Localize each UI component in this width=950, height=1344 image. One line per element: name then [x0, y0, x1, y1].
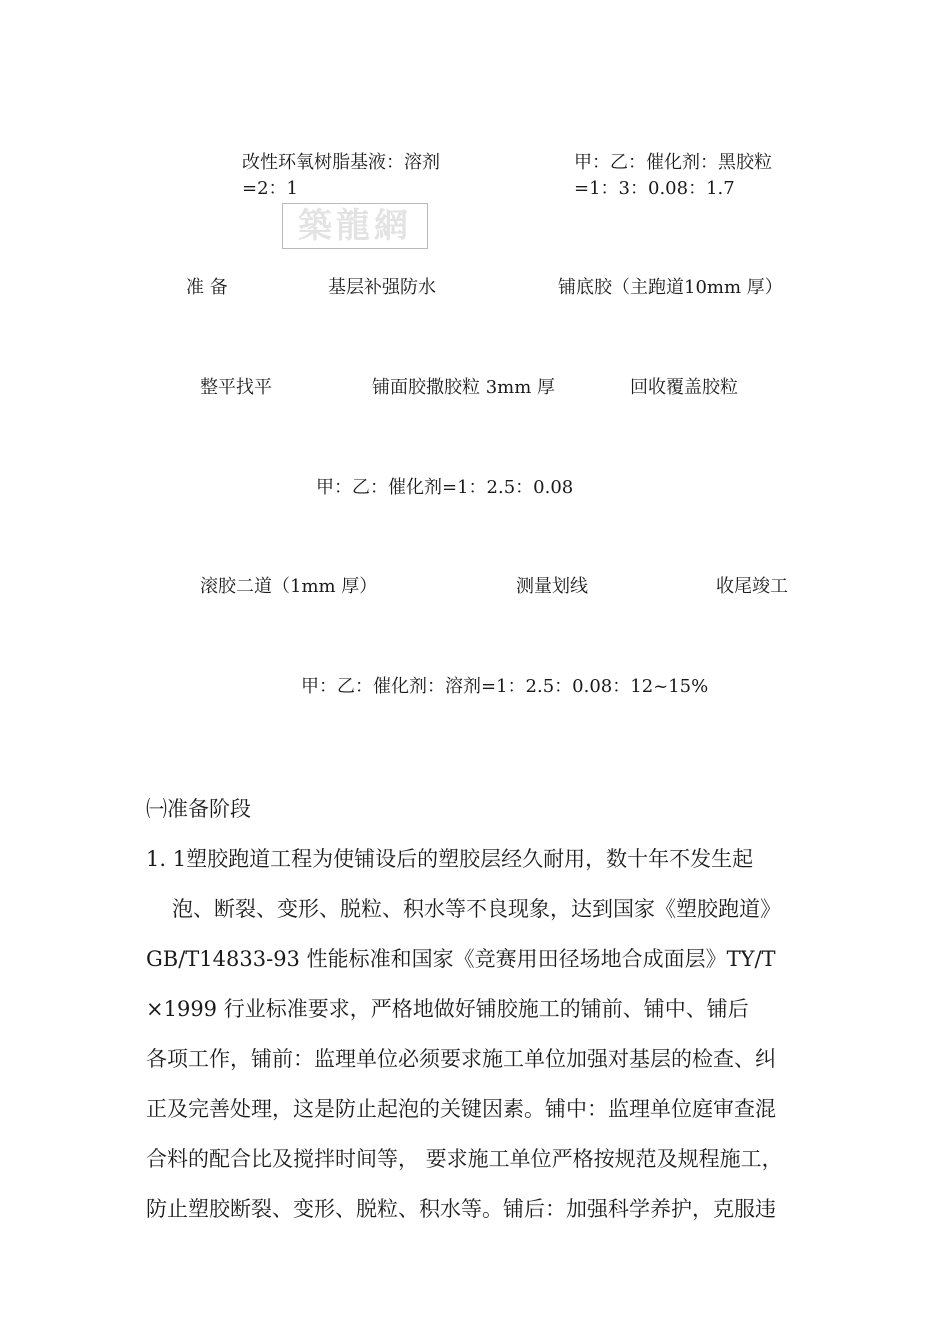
step-leveling: 整平找平	[200, 377, 272, 398]
step-roll-glue: 滚胶二道（1mm 厚）	[200, 576, 378, 597]
section-heading: ㈠准备阶段	[146, 797, 251, 821]
roll-glue-ratio: 甲：乙：催化剂：溶剂=1：2.5：0.08：12~15%	[301, 676, 709, 697]
paragraph-line: ×1999 行业标准要求，严格地做好铺胶施工的铺前、铺中、铺后	[146, 997, 749, 1021]
paragraph-line: 防止塑胶断裂、变形、脱粒、积水等。铺后：加强科学养护，克服违	[146, 1197, 776, 1221]
paragraph-line: 泡、断裂、变形、脱粒、积水等不良现象，达到国家《塑胶跑道》	[172, 897, 781, 921]
mix2-ratio-line1: 甲：乙：催化剂：黑胶粒	[574, 152, 772, 173]
paragraph-line: 正及完善处理，这是防止起泡的关键因素。铺中：监理单位庭审查混	[146, 1097, 776, 1121]
paragraph-line: 各项工作，铺前：监理单位必须要求施工单位加强对基层的检查、纠	[146, 1047, 776, 1071]
step-base-reinforce: 基层补强防水	[328, 277, 436, 298]
step-finish: 收尾竣工	[716, 576, 788, 597]
step-recover-granules: 回收覆盖胶粒	[630, 377, 738, 398]
surface-glue-ratio: 甲：乙：催化剂=1：2.5：0.08	[316, 477, 574, 498]
paragraph-line: 合料的配合比及搅拌时间等， 要求施工单位严格按规范及规程施工，	[146, 1147, 783, 1171]
watermark-logo: 築龍網	[282, 203, 428, 249]
step-prepare: 准 备	[186, 277, 228, 298]
mix1-ratio-line2: =2：1	[242, 178, 298, 199]
step-bottom-glue: 铺底胶（主跑道10mm 厚）	[558, 277, 783, 298]
paragraph-line: GB/T14833-93 性能标准和国家《竞赛用田径场地合成面层》TY/T	[146, 947, 776, 971]
mix1-ratio-line1: 改性环氧树脂基液：溶剂	[242, 152, 440, 173]
mix2-ratio-line2: =1：3：0.08：1.7	[574, 178, 735, 199]
step-surface-glue: 铺面胶撒胶粒 3mm 厚	[372, 377, 556, 398]
step-measure-marking: 测量划线	[516, 576, 588, 597]
paragraph-line: 1. 1塑胶跑道工程为使铺设后的塑胶层经久耐用，数十年不发生起	[146, 847, 754, 871]
